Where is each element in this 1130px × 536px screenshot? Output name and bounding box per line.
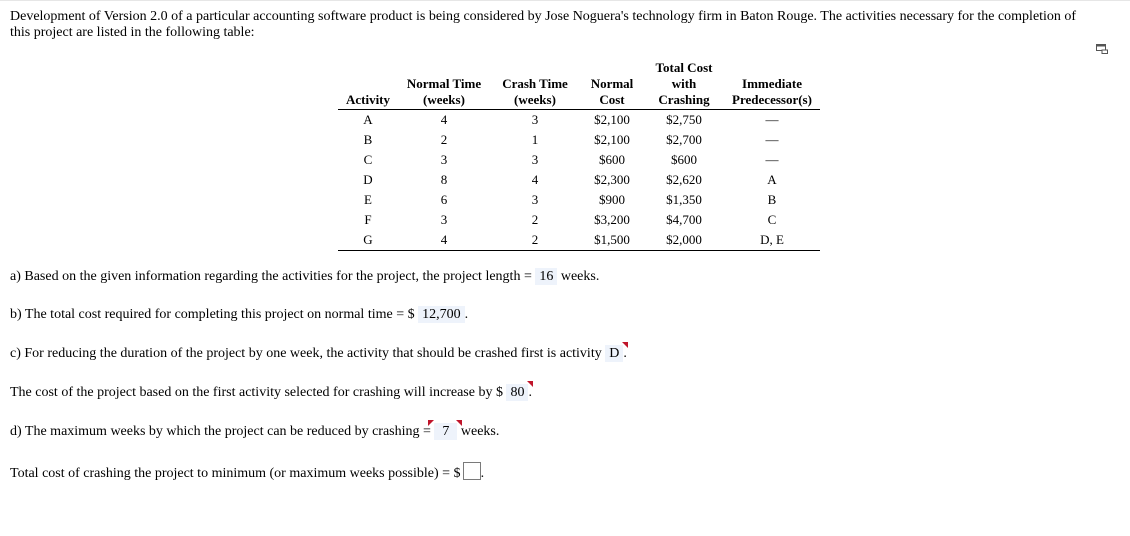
header-text: Cost bbox=[599, 92, 625, 107]
cell-activity: F bbox=[364, 212, 372, 227]
header-text: Immediate bbox=[742, 76, 802, 91]
cell-activity: E bbox=[364, 192, 372, 207]
col-header-normal-cost bbox=[580, 60, 644, 110]
answer-crash-activity[interactable]: D bbox=[605, 345, 623, 362]
table-row bbox=[338, 110, 820, 131]
question-suffix: weeks. bbox=[557, 269, 600, 284]
cell-normal-cost: $600 bbox=[599, 152, 625, 167]
header-text: Predecessor(s) bbox=[732, 92, 812, 107]
cell-predecessor: — bbox=[765, 152, 779, 167]
cell-crash-cost: $2,750 bbox=[666, 112, 702, 127]
header-text: Total Cost bbox=[655, 60, 713, 75]
header-text: (weeks) bbox=[423, 92, 465, 107]
col-header-activity bbox=[338, 60, 398, 110]
col-header-crash-time bbox=[490, 60, 580, 110]
header-text: Crash Time bbox=[502, 76, 568, 91]
answer-cost-increase[interactable]: 80 bbox=[506, 384, 528, 401]
answer-max-weeks[interactable]: 7 bbox=[434, 423, 457, 440]
cell-activity: B bbox=[363, 132, 373, 147]
cell-crash-time: 4 bbox=[531, 172, 539, 187]
table-row bbox=[338, 190, 820, 210]
cell-normal-time: 4 bbox=[398, 230, 490, 251]
cell-normal-cost: $2,300 bbox=[594, 172, 630, 187]
header-text: Activity bbox=[345, 92, 391, 107]
question-text: b) The total cost required for completing this project on normal time = $ bbox=[10, 307, 419, 322]
question-b bbox=[10, 306, 468, 324]
cell-crash-cost: $2,700 bbox=[666, 132, 702, 147]
cell-activity: G bbox=[338, 230, 398, 251]
cell-predecessor: D, E bbox=[724, 230, 820, 251]
cell-activity: A bbox=[363, 112, 373, 127]
question-c bbox=[10, 345, 627, 363]
question-text: c) For reducing the duration of the project by one week, the activity that should be crashed first is activity bbox=[10, 346, 606, 361]
table-row bbox=[338, 230, 820, 251]
cell-normal-cost: $2,100 bbox=[594, 132, 630, 147]
cell-activity: D bbox=[363, 172, 373, 187]
cell-normal-cost: $1,500 bbox=[580, 230, 644, 251]
header-text: (weeks) bbox=[514, 92, 556, 107]
answer-project-length[interactable]: 16 bbox=[535, 268, 557, 285]
cell-normal-time: 4 bbox=[440, 112, 448, 127]
header-text: Normal bbox=[590, 76, 634, 91]
question-d bbox=[10, 423, 499, 441]
cell-crash-time: 3 bbox=[531, 112, 539, 127]
cell-predecessor: — bbox=[765, 132, 779, 147]
cell-normal-cost: $2,100 bbox=[594, 112, 630, 127]
cell-crash-time: 1 bbox=[531, 132, 539, 147]
header-text: Normal Time bbox=[406, 76, 482, 91]
cell-crash-cost: $600 bbox=[671, 152, 697, 167]
question-suffix: weeks. bbox=[457, 424, 500, 439]
question-text: a) Based on the given information regarding the activities for the project, the project length = bbox=[10, 269, 536, 284]
activity-table bbox=[338, 60, 820, 251]
cell-activity: C bbox=[363, 152, 373, 167]
cell-predecessor: B bbox=[767, 192, 777, 207]
cell-normal-cost: $3,200 bbox=[594, 212, 630, 227]
cell-crash-time: 2 bbox=[531, 212, 539, 227]
cell-normal-time: 6 bbox=[440, 192, 448, 207]
question-text: d) The maximum weeks by which the project can be reduced by crashing = bbox=[10, 424, 435, 439]
col-header-normal-time bbox=[398, 60, 490, 110]
cell-predecessor: C bbox=[767, 212, 777, 227]
header-text: Crashing bbox=[658, 92, 710, 107]
cell-crash-time: 3 bbox=[531, 192, 539, 207]
col-header-predecessors bbox=[724, 60, 820, 110]
cell-crash-time: 2 bbox=[490, 230, 580, 251]
col-header-total-cost-crashing bbox=[644, 60, 724, 110]
cell-crash-cost: $2,000 bbox=[644, 230, 724, 251]
cell-crash-cost: $2,620 bbox=[666, 172, 702, 187]
answer-total-crash-cost-input[interactable] bbox=[463, 462, 481, 480]
table-row bbox=[338, 150, 820, 170]
cell-normal-time: 3 bbox=[440, 212, 448, 227]
cell-predecessor: A bbox=[767, 172, 777, 187]
cell-normal-time: 2 bbox=[440, 132, 448, 147]
question-suffix: . bbox=[528, 385, 532, 400]
answer-normal-cost[interactable]: 12,700 bbox=[418, 306, 465, 323]
top-divider bbox=[0, 0, 1130, 1]
cell-normal-cost: $900 bbox=[599, 192, 625, 207]
question-text: Total cost of crashing the project to minimum (or maximum weeks possible) = $ bbox=[10, 466, 461, 481]
table-header-row bbox=[338, 60, 820, 110]
cell-crash-cost: $1,350 bbox=[666, 192, 702, 207]
question-a bbox=[10, 268, 599, 286]
table-copy-icon[interactable] bbox=[1096, 44, 1108, 54]
question-c2 bbox=[10, 384, 532, 402]
table-row bbox=[338, 210, 820, 230]
cell-crash-time: 3 bbox=[531, 152, 539, 167]
table-row bbox=[338, 170, 820, 190]
question-suffix: . bbox=[623, 346, 627, 361]
table-row bbox=[338, 130, 820, 150]
cell-crash-cost: $4,700 bbox=[666, 212, 702, 227]
question-suffix: . bbox=[464, 307, 469, 322]
cell-normal-time: 8 bbox=[440, 172, 448, 187]
question-text: The cost of the project based on the first activity selected for crashing will increase by $ bbox=[10, 385, 507, 400]
question-d2 bbox=[10, 462, 484, 483]
cell-predecessor: — bbox=[765, 112, 779, 127]
cell-normal-time: 3 bbox=[440, 152, 448, 167]
question-suffix: . bbox=[480, 466, 485, 481]
header-text: with bbox=[671, 76, 697, 91]
problem-intro: Development of Version 2.0 of a particular accounting software product is being considered by Jose Noguera's technology firm in Baton Rouge. The activities necessary for the completion of this project are listed in the following table: bbox=[10, 9, 1077, 40]
